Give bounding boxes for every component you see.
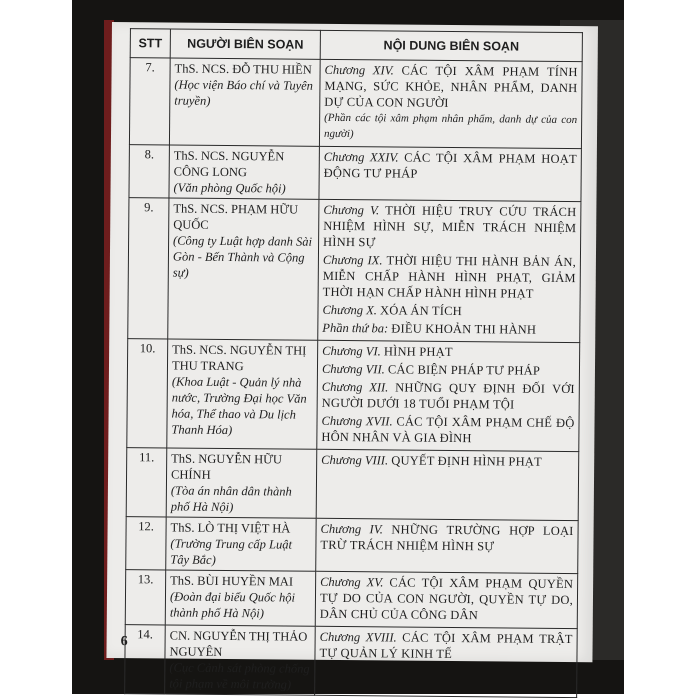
chapter-label: Chương IV. — [320, 521, 383, 537]
row-number: 7. — [129, 58, 170, 145]
table-row — [129, 145, 581, 202]
book-page — [106, 22, 598, 692]
chapter-entry — [322, 379, 575, 413]
author-organization: (Tòa án nhân dân thành phố Hà Nội) — [170, 483, 292, 515]
row-number: 12. — [126, 517, 166, 570]
author-name: ThS. NGUYỄN HỮU CHÍNH — [170, 451, 282, 482]
chapter-label: Chương XV. — [320, 574, 384, 590]
table-row — [125, 570, 577, 629]
chapter-title: HÌNH PHẠT — [383, 344, 453, 359]
chapter-title: QUYẾT ĐỊNH HÌNH PHẠT — [391, 453, 542, 469]
page-number: 6 — [120, 634, 128, 650]
chapter-entry — [320, 574, 573, 624]
chapter-title: THỜI HIỆU TRUY CỨU TRÁCH NHIỆM HÌNH SỰ, MIỄN TRÁCH NHIỆM HÌNH SỰ — [323, 203, 577, 250]
chapter-title: CÁC BIỆN PHÁP TƯ PHÁP — [387, 362, 541, 378]
author-cell — [166, 517, 316, 571]
header-stt: STT — [130, 29, 170, 58]
chapter-note: (Phần các tội xâm phạm nhân phẩm, danh dự của con người) — [323, 111, 578, 141]
chapter-title: CÁC TỘI XÂM PHẠM TÍNH MẠNG, SỨC KHỎE, NHÂN PHẨM, DANH DỰ CỦA CON NGƯỜI — [324, 63, 578, 110]
chapter-title: CÁC TỘI XÂM PHẠM CHẾ ĐỘ HÔN NHÂN VÀ GIA ĐÌNH — [321, 414, 575, 446]
author-cell — [166, 448, 317, 518]
chapter-label: Chương XVIII. — [319, 629, 397, 645]
table-row — [125, 625, 578, 698]
row-number: 8. — [129, 145, 169, 198]
chapter-label: Chương IX. — [322, 252, 383, 268]
table-row — [126, 517, 578, 574]
author-name: ThS. NCS. NGUYỄN THỊ THU TRANG — [171, 342, 307, 374]
author-organization: (Văn phòng Quốc hội) — [173, 180, 286, 196]
chapter-label: Chương X. — [322, 302, 378, 318]
chapter-label: Chương XII. — [321, 379, 389, 395]
chapter-entry — [319, 629, 572, 663]
author-cell — [169, 58, 320, 146]
header-content: NỘI DUNG BIÊN SOẠN — [320, 30, 582, 61]
chapter-title: CÁC TỘI XÂM PHẠM QUYỀN TỰ DO CỦA CON NGƯỜI, QUYỀN TỰ DO, DÂN CHỦ CỦA CÔNG DÂN — [319, 575, 574, 623]
chapter-title: NHỮNG QUY ĐỊNH ĐỐI VỚI NGƯỜI DƯỚI 18 TUỔI PHẠM TỘI — [321, 380, 575, 412]
table-row — [128, 198, 581, 343]
author-name: ThS. NCS. ĐỖ THU HIỀN — [174, 61, 312, 77]
chapter-label: Phần thứ ba: — [322, 320, 389, 336]
row-number: 14. — [125, 625, 166, 694]
author-organization: (Khoa Luật - Quản lý nhà nước, Trường Đại học Văn hóa, Thể thao và Du lịch Thanh Hóa) — [171, 374, 307, 438]
header-author: NGƯỜI BIÊN SOẠN — [170, 29, 320, 59]
chapter-entry — [322, 302, 575, 320]
author-name: ThS. BÙI HUYỀN MAI — [170, 573, 294, 589]
content-cell — [315, 626, 578, 697]
chapter-label: Chương V. — [323, 202, 380, 218]
author-cell — [167, 339, 318, 449]
table-row — [129, 58, 582, 149]
author-cell — [165, 570, 315, 626]
chapter-title: XÓA ÁN TÍCH — [380, 303, 462, 319]
author-organization: (Trường Trung cấp Luật Tây Bắc) — [170, 536, 293, 567]
content-cell — [316, 449, 579, 520]
author-name: ThS. NCS. PHẠM HỮU QUỐC — [173, 201, 299, 232]
chapter-label: Chương VI. — [322, 343, 381, 359]
author-organization: (Đoàn đại biểu Quốc hội thành phố Hà Nội) — [169, 589, 296, 621]
chapter-entry — [323, 252, 576, 302]
content-cell — [318, 199, 581, 342]
chapter-entry — [322, 361, 575, 379]
chapter-title: NHỮNG TRƯỜNG HỢP LOẠI TRỪ TRÁCH NHIỆM HÌNH SỰ — [320, 522, 574, 554]
author-organization: (Công ty Luật hợp danh Sài Gòn - Bến Thành và Cộng sự) — [172, 233, 313, 280]
author-name: CN. NGUYỄN THỊ THẢO NGUYÊN — [169, 628, 308, 659]
row-number: 9. — [128, 198, 169, 339]
row-number: 11. — [126, 448, 167, 517]
chapter-title: THỜI HIỆU THI HÀNH BẢN ÁN, MIỄN CHẤP HÀNH HÌNH PHẠT, GIẢM THỜI HẠN CHẤP HÀNH HÌNH PHẠT — [322, 253, 576, 301]
chapter-label: Chương VIII. — [321, 452, 389, 468]
chapter-entry — [320, 521, 573, 555]
content-cell — [319, 59, 582, 148]
content-cell — [316, 518, 578, 573]
author-name: ThS. NCS. NGUYỄN CÔNG LONG — [173, 148, 285, 180]
author-cell — [168, 198, 319, 340]
chapter-entry — [324, 62, 578, 144]
table-body — [125, 58, 583, 698]
chapter-title: CÁC TỘI XÂM PHẠM TRẬT TỰ QUẢN LÝ KINH TẾ — [319, 630, 573, 661]
chapter-label: Chương XVII. — [321, 413, 393, 429]
chapter-entry — [322, 320, 575, 338]
chapter-label: Chương VII. — [321, 361, 385, 377]
content-cell — [315, 571, 577, 628]
chapter-label: Chương XIV. — [324, 62, 394, 78]
content-cell — [317, 340, 580, 451]
chapter-title: ĐIỀU KHOẢN THI HÀNH — [391, 321, 537, 337]
chapter-entry — [324, 149, 577, 183]
author-cell — [165, 625, 316, 695]
table-row — [126, 448, 579, 521]
author-organization: (Học viện Báo chí và Tuyên truyền) — [174, 77, 314, 108]
table-header-row — [130, 29, 582, 62]
row-number: 10. — [127, 339, 168, 448]
row-number: 13. — [125, 570, 165, 625]
chapter-entry — [322, 343, 575, 361]
author-organization: (Cục Cảnh sát phòng chống tội phạm về môi trường) — [169, 660, 310, 692]
chapter-entry — [321, 413, 574, 447]
author-name: ThS. LÒ THỊ VIỆT HÀ — [170, 520, 291, 536]
authors-table — [124, 28, 583, 698]
table-row — [127, 339, 580, 452]
chapter-title: CÁC TỘI XÂM PHẠM HOẠT ĐỘNG TƯ PHÁP — [323, 150, 577, 181]
chapter-label: Chương XXIV. — [323, 149, 399, 165]
chapter-entry — [323, 202, 576, 252]
author-cell — [169, 145, 319, 199]
chapter-entry — [321, 452, 574, 470]
content-cell — [319, 146, 581, 201]
